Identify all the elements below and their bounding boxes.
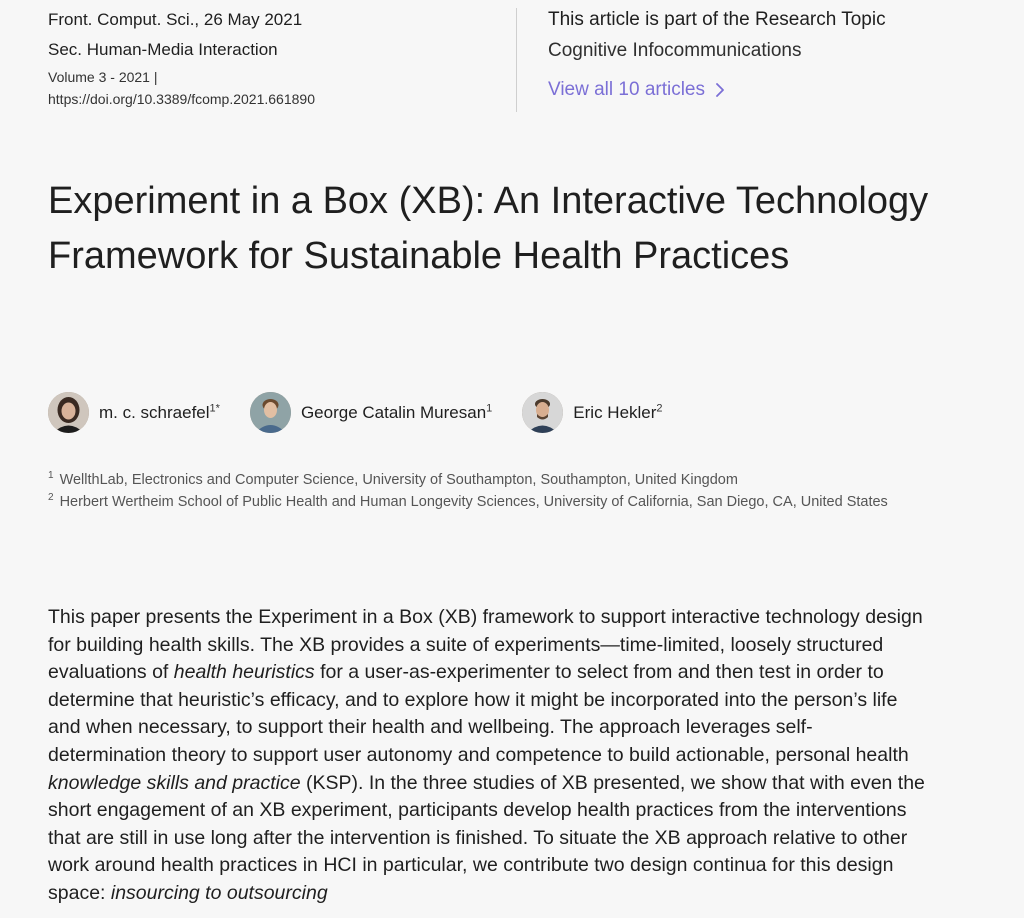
- author-muresan[interactable]: [250, 392, 492, 433]
- author-hekler[interactable]: [522, 392, 662, 433]
- abstract-segment: for a user-as-experimenter to select from and then test in order to determine that heuristic’s efficacy, and to explore how it might be incorporated into the person’s life and when necessary, to support their health and wellbeing. The approach leverages self-determination theory to support user autonomy and competence to build actionable, personal health: [48, 661, 909, 766]
- abstract-emphasis: health heuristics: [173, 661, 315, 684]
- volume-info: Volume 3 - 2021 |: [48, 69, 158, 85]
- author-list: [48, 392, 663, 433]
- article-title: Experiment in a Box (XB): An Interactive Technology Framework for Sustainable Health Practices: [48, 180, 929, 277]
- affiliation-number: 1: [48, 470, 54, 482]
- research-topic-box: [548, 8, 1008, 102]
- author-name: Eric Hekler: [573, 402, 657, 422]
- abstract-segment: This paper presents the Experiment in a Box (XB) framework to support interactive technology design for building health skills. The XB provides a suite of experiments—time-limited, loosely structured evaluations of: [48, 606, 923, 684]
- avatar: [522, 392, 563, 433]
- author-schraefel[interactable]: [48, 392, 220, 433]
- meta-divider: [516, 8, 517, 112]
- abstract-text: [48, 604, 928, 908]
- affiliation-item: [48, 492, 918, 514]
- author-affiliation-marker: 2: [656, 401, 663, 414]
- abstract-emphasis: insourcing to outsourcing: [110, 881, 328, 904]
- affiliation-item: [48, 470, 918, 492]
- affiliation-text: Herbert Wertheim School of Public Health and Human Longevity Sciences, University of California, San Diego, CA, United States: [59, 493, 888, 510]
- affiliation-number: 2: [48, 491, 54, 503]
- chevron-right-icon: [713, 83, 727, 97]
- author-name: m. c. schraefel: [99, 402, 210, 422]
- journal-date: Front. Comput. Sci., 26 May 2021: [48, 10, 303, 29]
- abstract-segment: (KSP). In the three studies of XB presented, we show that with even the short engagement of an XB experiment, participants develop health practices from the interventions that are still in use long after the intervention is finished. To situate the XB approach relative to other work around health practices in HCI in particular, we contribute two design continua for this design space:: [48, 771, 925, 904]
- author-affiliation-marker: 1*: [209, 401, 220, 414]
- article-meta: [48, 8, 508, 110]
- doi-link[interactable]: https://doi.org/10.3389/fcomp.2021.661890: [48, 91, 315, 107]
- author-name: George Catalin Muresan: [300, 402, 487, 422]
- section-name: Sec. Human-Media Interaction: [48, 40, 278, 59]
- view-all-articles-label: View all 10 articles: [548, 79, 706, 100]
- avatar: [48, 392, 89, 433]
- affiliation-text: WellthLab, Electronics and Computer Science, University of Southampton, Southampton, United Kingdom: [59, 472, 738, 488]
- author-affiliation-marker: 1: [486, 401, 493, 414]
- research-topic-name[interactable]: Cognitive Infocommunications: [548, 40, 802, 61]
- research-topic-heading: This article is part of the Research Topic: [548, 9, 886, 30]
- view-all-articles-link[interactable]: [548, 78, 727, 102]
- avatar: [250, 392, 291, 433]
- abstract-emphasis: knowledge skills and practice: [48, 771, 301, 794]
- affiliation-list: [48, 470, 918, 513]
